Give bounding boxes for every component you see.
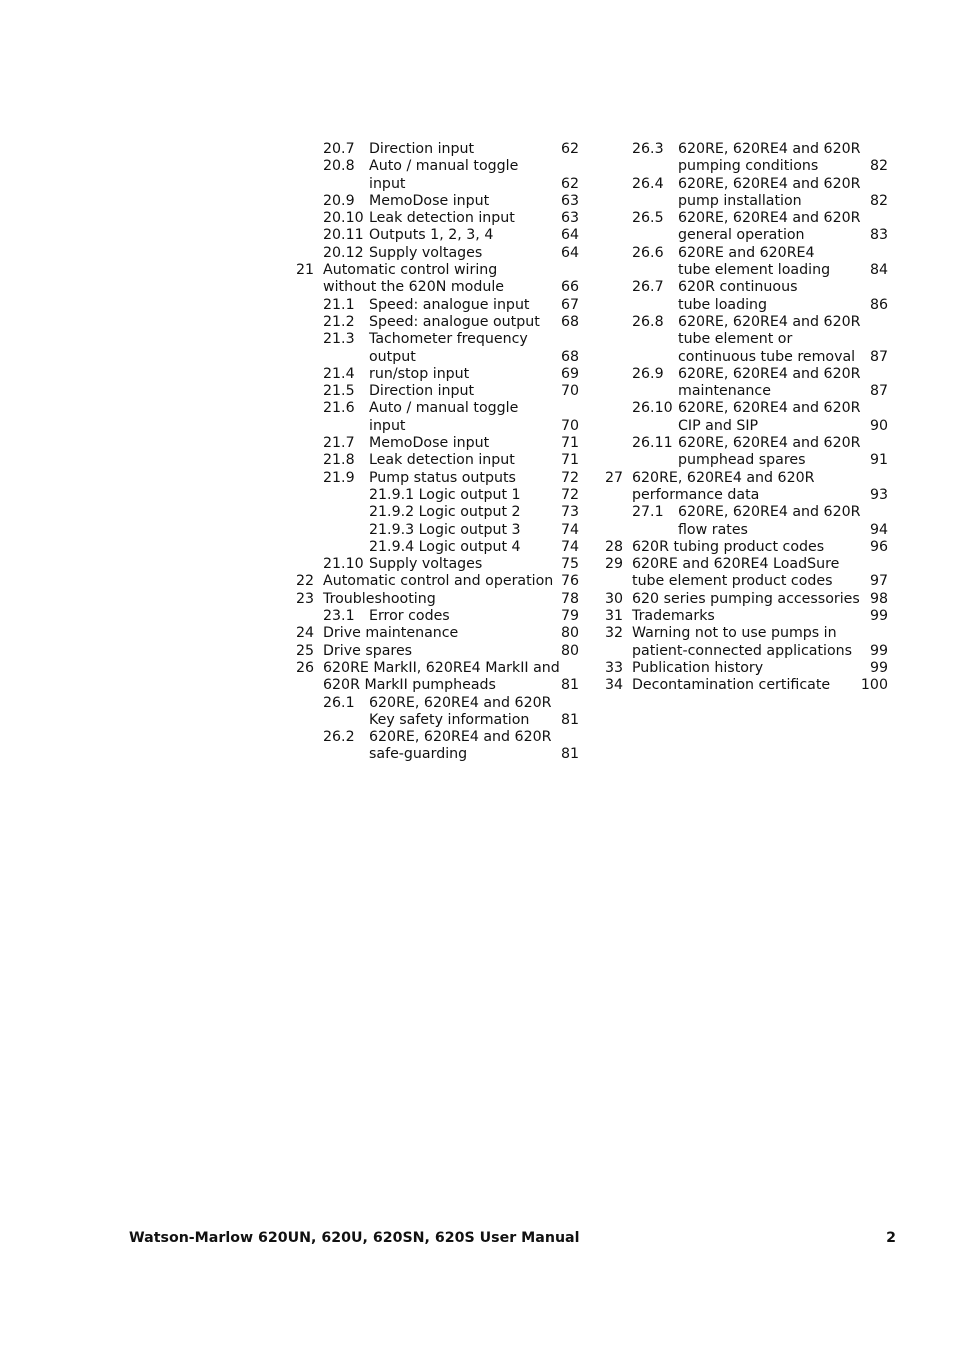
toc-entry-line	[294, 383, 584, 400]
toc-section-title: Drive maintenance	[323, 625, 459, 642]
toc-entry[interactable]	[294, 470, 584, 487]
toc-entry-line	[294, 227, 584, 244]
toc-section-title: 620RE, 620RE4 and 620R	[369, 694, 552, 711]
toc-entry-line	[294, 625, 584, 642]
toc-section-number: 21.8	[323, 452, 355, 469]
toc-section-title: 620RE, 620RE4 and 620R	[369, 729, 552, 746]
toc-page-number: 86	[869, 296, 888, 313]
toc-entry-line	[603, 158, 893, 175]
toc-page-number: 74	[560, 521, 579, 538]
toc-entry[interactable]	[294, 556, 584, 573]
toc-section-title: Warning not to use pumps in	[632, 625, 837, 642]
toc-page-number: 74	[560, 538, 579, 555]
toc-section-title: 620RE, 620RE4 and 620R	[678, 175, 861, 192]
toc-page-number: 70	[560, 383, 579, 400]
toc-entry-line	[603, 487, 893, 504]
toc-entry[interactable]	[294, 625, 584, 642]
toc-section-number: 21.3	[323, 331, 355, 348]
toc-entry[interactable]	[603, 625, 893, 660]
toc-page-number: 68	[560, 348, 579, 365]
toc-entry-line	[603, 210, 893, 227]
toc-page-number: 93	[869, 486, 888, 503]
toc-entry-line	[294, 297, 584, 314]
toc-entry[interactable]	[294, 193, 584, 210]
toc-entry[interactable]	[294, 383, 584, 400]
toc-entry-line	[294, 176, 584, 193]
toc-section-title: general operation	[678, 227, 805, 244]
toc-entry[interactable]	[603, 210, 893, 245]
toc-section-title: Leak detection input	[369, 210, 515, 227]
toc-page-number: 82	[869, 192, 888, 209]
toc-page-number: 84	[869, 262, 888, 279]
toc-entry-line	[294, 418, 584, 435]
toc-section-title: without the 620N module	[323, 279, 505, 296]
toc-section-title: Auto / manual toggle	[369, 158, 519, 175]
toc-section-title: CIP and SIP	[678, 417, 759, 434]
toc-entry[interactable]	[294, 262, 584, 297]
toc-entry[interactable]	[294, 400, 584, 435]
toc-section-title: 620RE and 620RE4	[678, 244, 815, 261]
toc-page-number: 70	[560, 417, 579, 434]
toc-page-number: 62	[560, 175, 579, 192]
toc-entry-line	[603, 193, 893, 210]
toc-entry-line	[294, 349, 584, 366]
toc-section-title: 620R continuous	[678, 279, 798, 296]
toc-entry-line	[603, 643, 893, 660]
toc-section-number: 23	[296, 590, 315, 607]
toc-entry-line	[603, 573, 893, 590]
toc-entry-line	[294, 452, 584, 469]
toc-section-title: performance data	[632, 486, 760, 503]
toc-section-number: 30	[605, 590, 624, 607]
toc-section-title: tube element loading	[678, 262, 831, 279]
toc-section-title: Pump status outputs	[369, 469, 516, 486]
toc-section-number: 26.10	[632, 400, 673, 417]
toc-page-number: 80	[560, 625, 579, 642]
toc-section-title: Supply voltages	[369, 556, 483, 573]
toc-entry-line	[603, 349, 893, 366]
toc-page-number: 90	[869, 417, 888, 434]
toc-entry[interactable]	[294, 695, 584, 730]
toc-section-number: 20.8	[323, 158, 355, 175]
page-footer	[129, 1230, 896, 1250]
toc-entry-line	[603, 331, 893, 348]
toc-entry[interactable]	[603, 608, 893, 625]
toc-section-title: tube element or	[678, 331, 793, 348]
toc-entry-line	[603, 591, 893, 608]
toc-section-number: 21.2	[323, 313, 355, 330]
toc-entry-line	[603, 262, 893, 279]
toc-entry-line	[294, 556, 584, 573]
toc-page-number: 87	[869, 348, 888, 365]
toc-section-title: 21.9.3 Logic output 3	[369, 521, 521, 538]
toc-page-number: 79	[560, 608, 579, 625]
toc-entry[interactable]	[294, 487, 584, 504]
toc-entry-line	[603, 418, 893, 435]
toc-page-number: 82	[869, 158, 888, 175]
toc-section-title: 620R MarkII pumpheads	[323, 677, 496, 694]
toc-section-number: 26.5	[632, 210, 664, 227]
toc-entry[interactable]	[294, 729, 584, 764]
toc-entry[interactable]	[603, 314, 893, 366]
toc-entry-line	[603, 470, 893, 487]
toc-entry-line	[603, 435, 893, 452]
toc-page-number: 96	[869, 538, 888, 555]
toc-entry[interactable]	[603, 677, 893, 694]
toc-section-title: output	[369, 348, 416, 365]
toc-section-title: Leak detection input	[369, 452, 515, 469]
toc-section-title: Auto / manual toggle	[369, 400, 519, 417]
toc-entry-line	[294, 245, 584, 262]
toc-entry-line	[294, 158, 584, 175]
toc-entry[interactable]	[294, 227, 584, 244]
toc-section-title: Speed: analogue input	[369, 296, 530, 313]
toc-entry[interactable]	[294, 366, 584, 383]
toc-section-number: 21.4	[323, 365, 355, 382]
toc-section-title: maintenance	[678, 383, 771, 400]
toc-section-number: 27	[605, 469, 624, 486]
toc-section-title: Speed: analogue output	[369, 313, 540, 330]
toc-entry[interactable]	[603, 539, 893, 556]
toc-section-title: MemoDose input	[369, 192, 490, 209]
toc-entry-line	[603, 141, 893, 158]
toc-page-number: 63	[560, 210, 579, 227]
toc-section-number: 22	[296, 573, 315, 590]
toc-section-title: Drive spares	[323, 642, 413, 659]
toc-page-number: 99	[869, 608, 888, 625]
toc-section-title: Tachometer frequency	[369, 331, 528, 348]
toc-section-title: Outputs 1, 2, 3, 4	[369, 227, 494, 244]
toc-section-number: 28	[605, 538, 624, 555]
toc-section-number: 32	[605, 625, 624, 642]
toc-entry[interactable]	[603, 366, 893, 401]
toc-section-title: continuous tube removal	[678, 348, 856, 365]
toc-entry-line	[294, 712, 584, 729]
toc-section-title: Direction input	[369, 383, 475, 400]
toc-page-number: 94	[869, 521, 888, 538]
toc-page-number: 97	[869, 573, 888, 590]
toc-entry-line	[294, 677, 584, 694]
toc-section-title: Key safety information	[369, 711, 530, 728]
toc-page-number: 71	[560, 452, 579, 469]
toc-section-title: Error codes	[369, 608, 450, 625]
toc-entry-line	[603, 383, 893, 400]
toc-entry-line	[294, 522, 584, 539]
toc-section-title: 21.9.1 Logic output 1	[369, 486, 521, 503]
toc-section-number: 26.9	[632, 365, 664, 382]
toc-section-number: 27.1	[632, 504, 664, 521]
toc-section-title: Decontamination certificate	[632, 677, 831, 694]
toc-page-number: 62	[560, 141, 579, 157]
toc-section-title: 620RE, 620RE4 and 620R	[678, 504, 861, 521]
toc-column-right	[603, 141, 893, 695]
toc-entry-line	[294, 504, 584, 521]
toc-page-number: 83	[869, 227, 888, 244]
toc-section-title: 620RE, 620RE4 and 620R	[678, 210, 861, 227]
toc-entry-line	[294, 487, 584, 504]
toc-entry-line	[603, 400, 893, 417]
toc-entry-line	[603, 314, 893, 331]
toc-page-number: 64	[560, 244, 579, 261]
toc-entry[interactable]	[603, 660, 893, 677]
toc-entry-line	[603, 539, 893, 556]
toc-section-title: 21.9.2 Logic output 2	[369, 504, 521, 521]
toc-section-title: 620RE, 620RE4 and 620R	[678, 400, 861, 417]
toc-entry-line	[294, 643, 584, 660]
toc-page-number: 87	[869, 383, 888, 400]
toc-entry-line	[294, 746, 584, 763]
toc-entry-line	[603, 366, 893, 383]
toc-entry[interactable]	[294, 591, 584, 608]
toc-section-number: 20.11	[323, 227, 364, 244]
toc-section-number: 26.1	[323, 694, 355, 711]
toc-section-number: 31	[605, 608, 624, 625]
toc-entry-line	[603, 608, 893, 625]
toc-entry-line	[294, 193, 584, 210]
toc-page-number: 78	[560, 590, 579, 607]
toc-section-title: safe-guarding	[369, 746, 468, 763]
toc-entry[interactable]	[294, 608, 584, 625]
toc-section-title: 620RE, 620RE4 and 620R	[678, 365, 861, 382]
toc-section-number: 21.10	[323, 556, 364, 573]
toc-section-title: 620RE and 620RE4 LoadSure	[632, 556, 840, 573]
toc-section-title: patient-connected applications	[632, 642, 853, 659]
toc-entry[interactable]	[294, 573, 584, 590]
toc-entry[interactable]	[603, 400, 893, 435]
toc-section-number: 24	[296, 625, 315, 642]
toc-section-number: 20.9	[323, 192, 355, 209]
toc-section-number: 34	[605, 677, 624, 694]
toc-page-number: 81	[560, 711, 579, 728]
toc-section-title: pumping conditions	[678, 158, 819, 175]
toc-section-number: 23.1	[323, 608, 355, 625]
toc-entry-line	[603, 556, 893, 573]
toc-entry-line	[294, 400, 584, 417]
toc-entry-line	[294, 729, 584, 746]
toc-section-number: 26.8	[632, 313, 664, 330]
toc-page-number: 75	[560, 556, 579, 573]
toc-entry-line	[603, 227, 893, 244]
toc-entry-line	[294, 279, 584, 296]
toc-entry-line	[294, 608, 584, 625]
toc-section-title: Trademarks	[632, 608, 715, 625]
toc-section-title: Supply voltages	[369, 244, 483, 261]
toc-section-title: tube loading	[678, 296, 768, 313]
toc-entry-line	[603, 504, 893, 521]
toc-entry-line	[294, 695, 584, 712]
toc-entry-line	[294, 141, 584, 158]
toc-section-title: flow rates	[678, 521, 748, 538]
toc-section-number: 29	[605, 556, 624, 573]
toc-section-title: 620 series pumping accessories	[632, 590, 860, 607]
toc-section-title: run/stop input	[369, 365, 470, 382]
toc-entry[interactable]	[294, 643, 584, 660]
toc-entry-line	[603, 176, 893, 193]
toc-entry-line	[294, 210, 584, 227]
toc-entry[interactable]	[294, 141, 584, 158]
toc-page-number: 100	[860, 677, 888, 694]
toc-section-title: pump installation	[678, 192, 802, 209]
toc-entry[interactable]	[294, 539, 584, 556]
toc-section-number: 21	[296, 262, 315, 279]
toc-section-title: input	[369, 175, 406, 192]
toc-section-number: 20.7	[323, 141, 355, 157]
toc-entry[interactable]	[294, 660, 584, 695]
toc-section-number: 26.11	[632, 435, 673, 452]
toc-section-title: tube element product codes	[632, 573, 833, 590]
toc-section-number: 26.6	[632, 244, 664, 261]
toc-entry[interactable]	[294, 210, 584, 227]
toc-section-number: 21.9	[323, 469, 355, 486]
toc-section-title: pumphead spares	[678, 452, 806, 469]
toc-entry[interactable]	[294, 452, 584, 469]
footer-title: Watson-Marlow 620UN, 620U, 620SN, 620S User Manual	[129, 1230, 580, 1246]
toc-entry[interactable]	[294, 522, 584, 539]
toc-page-number: 69	[560, 365, 579, 382]
toc-page-number: 63	[560, 192, 579, 209]
toc-entry[interactable]	[294, 314, 584, 331]
toc-entry-line	[294, 539, 584, 556]
toc-page-number: 76	[560, 573, 579, 590]
toc-page-number: 71	[560, 435, 579, 452]
toc-column-left	[294, 141, 584, 764]
toc-entry[interactable]	[294, 435, 584, 452]
toc-entry-line	[294, 435, 584, 452]
toc-section-title: Publication history	[632, 659, 764, 676]
toc-section-title: Troubleshooting	[323, 590, 436, 607]
toc-section-number: 20.10	[323, 210, 364, 227]
toc-entry[interactable]	[603, 279, 893, 314]
toc-section-title: 620R tubing product codes	[632, 538, 825, 555]
toc-page-number: 80	[560, 642, 579, 659]
toc-section-title: 620RE MarkII, 620RE4 MarkII and	[323, 659, 560, 676]
toc-entry[interactable]	[603, 245, 893, 280]
toc-entry[interactable]	[603, 141, 893, 176]
toc-entry[interactable]	[603, 470, 893, 505]
toc-page-number: 68	[560, 313, 579, 330]
toc-section-number: 26	[296, 659, 315, 676]
toc-section-number: 26.3	[632, 141, 664, 157]
toc-entry[interactable]	[603, 556, 893, 591]
toc-entry-line	[603, 245, 893, 262]
toc-section-title: 620RE, 620RE4 and 620R	[678, 435, 861, 452]
toc-section-title: Direction input	[369, 141, 475, 157]
toc-entry-line	[294, 470, 584, 487]
toc-entry[interactable]	[603, 435, 893, 470]
toc-page-number: 73	[560, 504, 579, 521]
toc-page-number: 64	[560, 227, 579, 244]
toc-entry[interactable]	[603, 591, 893, 608]
toc-section-title: 620RE, 620RE4 and 620R	[678, 141, 861, 157]
toc-entry-line	[294, 366, 584, 383]
toc-page-number: 91	[869, 452, 888, 469]
toc-entry-line	[294, 314, 584, 331]
toc-section-title: input	[369, 417, 406, 434]
toc-section-number: 33	[605, 659, 624, 676]
toc-section-number: 26.4	[632, 175, 664, 192]
toc-entry[interactable]	[294, 297, 584, 314]
toc-entry-line	[294, 591, 584, 608]
toc-entry-line	[603, 452, 893, 469]
toc-entry[interactable]	[294, 158, 584, 193]
toc-page-number: 72	[560, 486, 579, 503]
toc-entry[interactable]	[603, 504, 893, 539]
toc-section-number: 20.12	[323, 244, 364, 261]
toc-section-title: 620RE, 620RE4 and 620R	[678, 313, 861, 330]
toc-section-number: 21.7	[323, 435, 355, 452]
toc-entry[interactable]	[603, 176, 893, 211]
toc-entry-line	[603, 297, 893, 314]
toc-entry-line	[603, 625, 893, 642]
toc-entry[interactable]	[294, 245, 584, 262]
toc-page-number: 67	[560, 296, 579, 313]
toc-entry-line	[294, 573, 584, 590]
toc-section-number: 21.6	[323, 400, 355, 417]
toc-section-title: Automatic control wiring	[323, 262, 498, 279]
toc-section-number: 26.7	[632, 279, 664, 296]
footer-page-number: 2	[886, 1230, 896, 1246]
toc-entry-line	[294, 262, 584, 279]
toc-section-number: 21.5	[323, 383, 355, 400]
toc-page-number: 99	[869, 642, 888, 659]
toc-page-number: 81	[560, 677, 579, 694]
toc-entry-line	[603, 279, 893, 296]
toc-page-number: 72	[560, 469, 579, 486]
toc-entry[interactable]	[294, 331, 584, 366]
toc-entry-line	[603, 677, 893, 694]
toc-page-number: 66	[560, 279, 579, 296]
toc-page-number: 98	[869, 590, 888, 607]
toc-section-title: MemoDose input	[369, 435, 490, 452]
toc-section-number: 21.1	[323, 296, 355, 313]
toc-section-number: 26.2	[323, 729, 355, 746]
toc-entry-line	[603, 522, 893, 539]
toc-entry-line	[294, 660, 584, 677]
toc-page-number: 81	[560, 746, 579, 763]
toc-section-title: 21.9.4 Logic output 4	[369, 538, 521, 555]
toc-entry[interactable]	[294, 504, 584, 521]
toc-section-title: Automatic control and operation	[323, 573, 554, 590]
toc-entry-line	[294, 331, 584, 348]
toc-section-number: 25	[296, 642, 315, 659]
toc-page-number: 99	[869, 659, 888, 676]
toc-section-title: 620RE, 620RE4 and 620R	[632, 469, 815, 486]
toc-entry-line	[603, 660, 893, 677]
